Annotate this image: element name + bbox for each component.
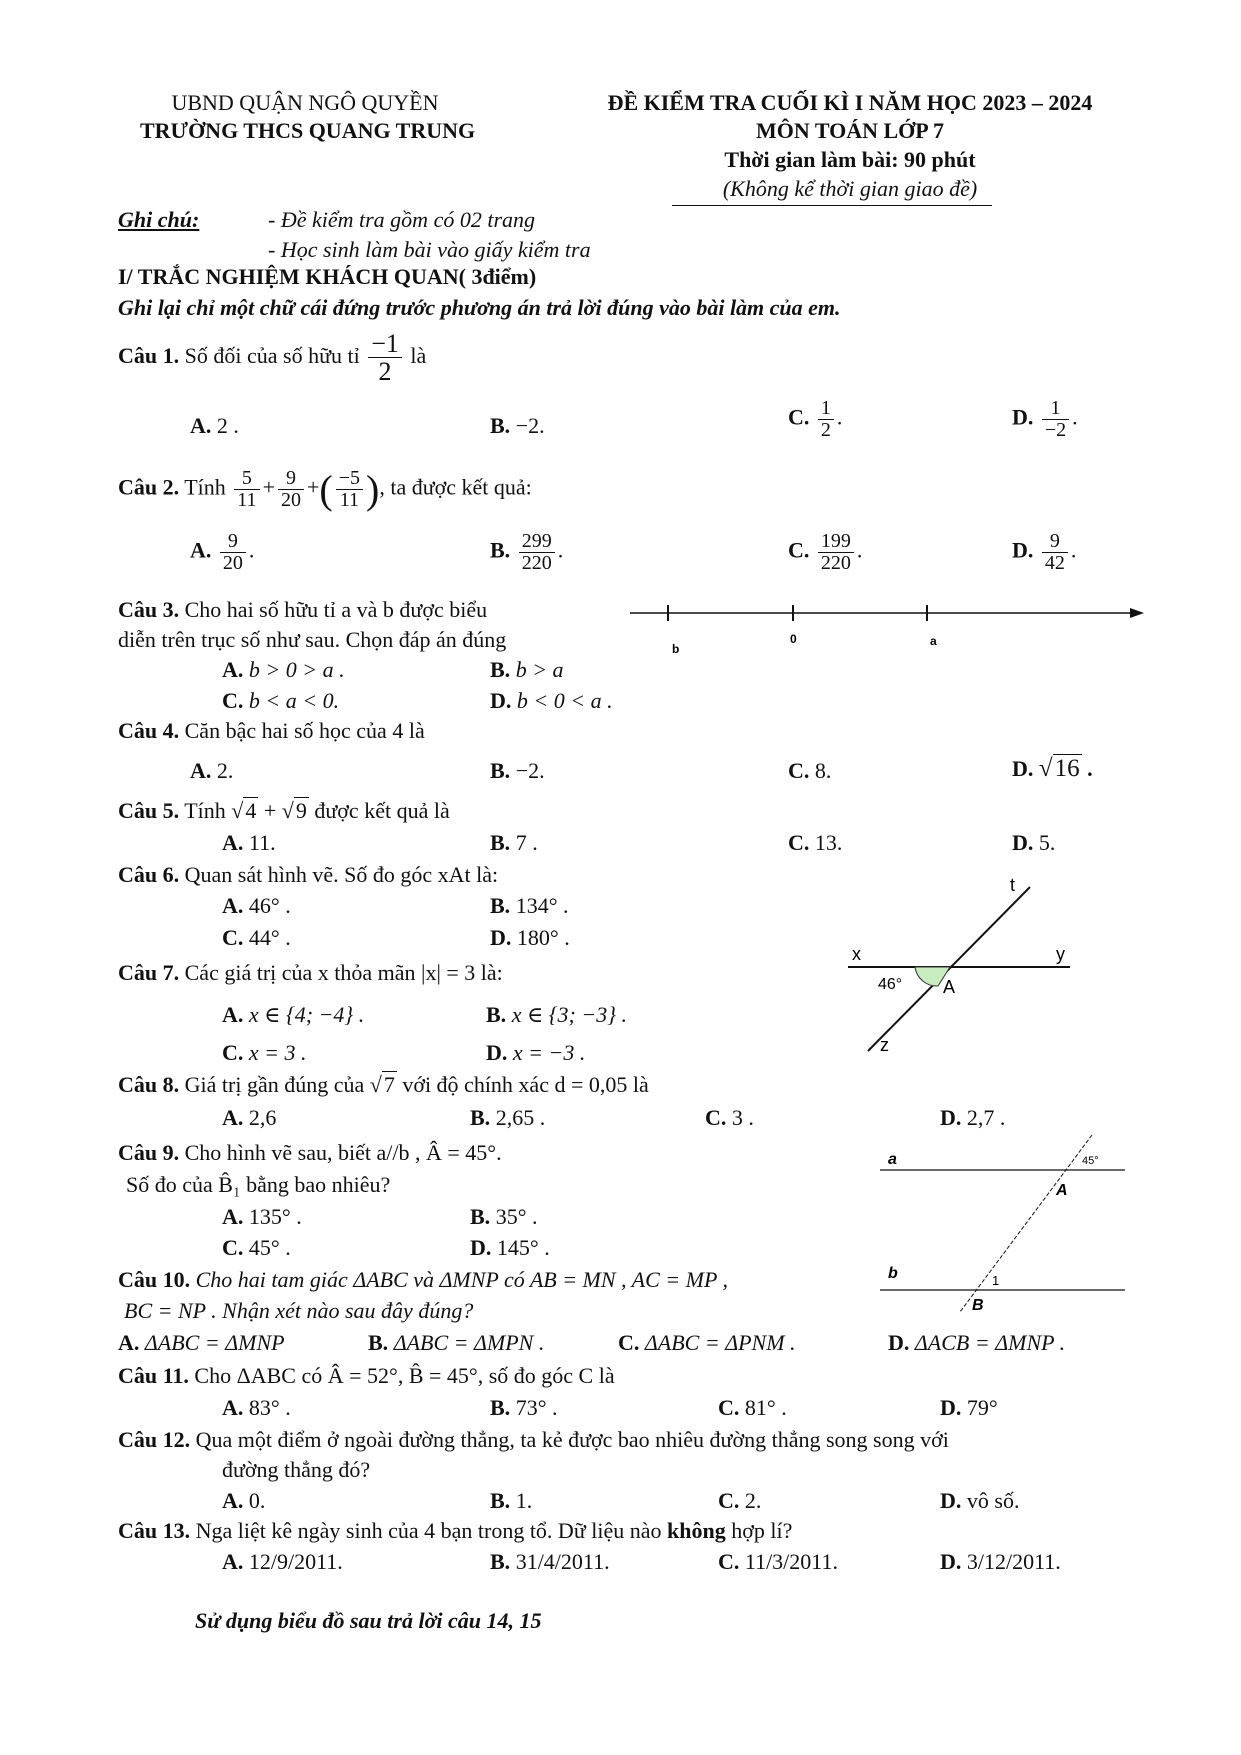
q10-option-a: A. ΔABC = ΔMNP bbox=[118, 1330, 285, 1355]
q2-option-a: A. $\frac{9}{20}$ . bbox=[190, 530, 255, 574]
q1-option-c: C. $\frac{1}{2}$ . bbox=[788, 397, 843, 441]
q7-option-b: B. x ∈ {3; −3} . bbox=[486, 1002, 628, 1027]
label-y: y bbox=[1056, 944, 1065, 964]
label-z: z bbox=[880, 1035, 889, 1055]
q10-option-b: B. ΔABC = ΔMPN . bbox=[368, 1330, 545, 1355]
question-12-line2: đường thẳng đó? bbox=[222, 1457, 371, 1482]
q2-option-b: B. $\frac{299}{220}$ . bbox=[490, 530, 564, 574]
q12-option-b: B. 1. bbox=[490, 1488, 533, 1513]
note-item-1: - Đề kiểm tra gồm có 02 trang bbox=[268, 207, 536, 232]
number-line-figure bbox=[630, 595, 1150, 655]
q3-option-b: B. b > a bbox=[490, 657, 564, 682]
frac-den: 2 bbox=[378, 357, 392, 387]
q5-option-b: B. 7 . bbox=[490, 830, 538, 855]
q4-option-d: D. √16 . bbox=[1012, 755, 1093, 782]
q6-option-b: B. 134° . bbox=[490, 893, 569, 918]
exam-duration-note: (Không kể thời gian giao đề) bbox=[722, 176, 978, 201]
q10-option-c: C. ΔABC = ΔPNM . bbox=[618, 1330, 796, 1355]
question-13: Câu 13. Nga liệt kê ngày sinh của 4 bạn trong tổ. Dữ liệu nào không hợp lí? bbox=[118, 1518, 793, 1543]
angle-figure-q6 bbox=[840, 875, 1080, 1070]
q11-option-d: D. 79° bbox=[940, 1395, 998, 1420]
notes-label: Ghi chú: bbox=[118, 207, 200, 232]
q5-option-a: A. 11. bbox=[222, 830, 276, 855]
exam-title: ĐỀ KIỂM TRA CUỐI KÌ I NĂM HỌC 2023 – 2024 bbox=[607, 90, 1093, 115]
header-rule bbox=[672, 205, 992, 206]
section-instruction: Ghi lại chỉ một chữ cái đứng trước phương án trả lời đúng vào bài làm của em. bbox=[118, 295, 841, 320]
exam-subject: MÔN TOÁN LỚP 7 bbox=[755, 118, 945, 143]
question-3-line2: diễn trên trục số như sau. Chọn đáp án đúng bbox=[118, 627, 507, 652]
q9-option-c: C. 45° . bbox=[222, 1235, 291, 1260]
label-B: B bbox=[972, 1297, 984, 1314]
q1-option-d: D. $\frac{1}{-2}$ . bbox=[1012, 397, 1078, 441]
question-8: Câu 8. Giá trị gần đúng của √7 với độ chính xác d = 0,05 là bbox=[118, 1072, 649, 1097]
label-1: 1 bbox=[992, 1273, 1000, 1288]
question-3: Câu 3. Cho hai số hữu tỉ a và b được biểu bbox=[118, 597, 488, 622]
q8-option-d: D. 2,7 . bbox=[940, 1105, 1006, 1130]
question-label: Câu 1. bbox=[118, 342, 180, 368]
parallel-lines-figure-q9 bbox=[880, 1130, 1130, 1320]
axis-label-a: a bbox=[930, 634, 937, 648]
question-1 bbox=[118, 330, 426, 386]
q12-option-d: D. vô số. bbox=[940, 1488, 1020, 1513]
q6-option-d: D. 180° . bbox=[490, 925, 570, 950]
q4-option-c: C. 8. bbox=[788, 758, 832, 783]
question-text: Số đối của số hữu tỉ bbox=[184, 342, 360, 368]
q13-option-a: A. 12/9/2011. bbox=[222, 1549, 343, 1574]
q13-option-c: C. 11/3/2011. bbox=[718, 1549, 838, 1574]
label-A: A bbox=[1056, 1182, 1068, 1199]
question-7: Câu 7. Các giá trị của x thỏa mãn |x| = 3 là: bbox=[118, 960, 503, 985]
q8-option-c: C. 3 . bbox=[705, 1105, 754, 1130]
label-b: b bbox=[888, 1265, 898, 1282]
q5-option-c: C. 13. bbox=[788, 830, 843, 855]
q2-option-d: D. $\frac{9}{42}$ . bbox=[1012, 530, 1077, 574]
question-11: Câu 11. Cho ΔABC có Â = 52°, B̂ = 45°, số đo góc C là bbox=[118, 1363, 615, 1388]
q6-option-c: C. 44° . bbox=[222, 925, 291, 950]
q2-option-c: C. $\frac{199}{220}$ . bbox=[788, 530, 863, 574]
frac-num: −1 bbox=[368, 330, 402, 358]
q13-option-d: D. 3/12/2011. bbox=[940, 1549, 1061, 1574]
q4-option-b: B. −2. bbox=[490, 758, 545, 783]
note-item-2: - Học sinh làm bài vào giấy kiểm tra bbox=[268, 237, 591, 262]
question-9: Câu 9. Cho hình vẽ sau, biết a//b , Â = 45°. bbox=[118, 1140, 502, 1165]
q1-option-a: A. 2 . bbox=[190, 413, 239, 438]
school-district: UBND QUẬN NGÔ QUYỀN bbox=[171, 90, 439, 115]
q3-option-c: C. b < a < 0. bbox=[222, 688, 340, 713]
label-45: 45° bbox=[1082, 1155, 1099, 1167]
question-10: Câu 10. Cho hai tam giác ΔABC và ΔMNP có AB = MN , AC = MP , bbox=[118, 1267, 728, 1292]
label-A: A bbox=[943, 977, 956, 997]
q12-option-a: A. 0. bbox=[222, 1488, 266, 1513]
q9-option-b: B. 35° . bbox=[470, 1204, 538, 1229]
section-title: I/ TRẮC NGHIỆM KHÁCH QUAN( 3điểm) bbox=[118, 264, 537, 289]
label-46: 46° bbox=[878, 976, 903, 993]
q9-option-a: A. 135° . bbox=[222, 1204, 302, 1229]
q7-option-c: C. x = 3 . bbox=[222, 1040, 307, 1065]
label-t: t bbox=[1010, 875, 1016, 895]
q1-option-b: B. −2. bbox=[490, 413, 545, 438]
q8-option-a: A. 2,6 bbox=[222, 1105, 277, 1130]
q12-option-c: C. 2. bbox=[718, 1488, 762, 1513]
question-2: Câu 2. Tính $\frac{5}{11}$ + $\frac{9}{20}$ +( $\frac{-5}{11}$ ), ta được kết quả: bbox=[118, 467, 532, 512]
q11-option-b: B. 73° . bbox=[490, 1395, 558, 1420]
q3-option-d: D. b < 0 < a . bbox=[490, 688, 613, 713]
q6-option-a: A. 46° . bbox=[222, 893, 291, 918]
question-9-line2: Số đo của B̂₁ bằng bao nhiêu? bbox=[126, 1172, 391, 1197]
q8-option-b: B. 2,65 . bbox=[470, 1105, 546, 1130]
label-x: x bbox=[852, 944, 861, 964]
exam-duration: Thời gian làm bài: 90 phút bbox=[724, 147, 976, 172]
q7-option-a: A. x ∈ {4; −4} . bbox=[222, 1002, 365, 1027]
question-5: Câu 5. Tính √4 + √9 được kết quả là bbox=[118, 798, 450, 823]
chart-usage-note: Sử dụng biểu đồ sau trả lời câu 14, 15 bbox=[195, 1608, 542, 1633]
q3-option-a: A. b > 0 > a . bbox=[222, 657, 345, 682]
q9-option-d: D. 145° . bbox=[470, 1235, 550, 1260]
question-6: Câu 6. Quan sát hình vẽ. Số đo góc xAt là: bbox=[118, 862, 499, 887]
q13-option-b: B. 31/4/2011. bbox=[490, 1549, 610, 1574]
q7-option-d: D. x = −3 . bbox=[486, 1040, 586, 1065]
question-tail: là bbox=[410, 342, 427, 368]
question-12: Câu 12. Qua một điểm ở ngoài đường thẳng, ta kẻ được bao nhiêu đường thẳng song song với bbox=[118, 1427, 949, 1452]
axis-label-0: 0 bbox=[790, 632, 797, 646]
q5-option-d: D. 5. bbox=[1012, 830, 1056, 855]
question-4: Câu 4. Căn bậc hai số học của 4 là bbox=[118, 718, 425, 743]
question-10-line2: BC = NP . Nhận xét nào sau đây đúng? bbox=[124, 1298, 474, 1323]
q11-option-c: C. 81° . bbox=[718, 1395, 787, 1420]
label-a: a bbox=[888, 1151, 897, 1168]
q11-option-a: A. 83° . bbox=[222, 1395, 291, 1420]
axis-label-b: b bbox=[672, 642, 680, 655]
school-name: TRƯỜNG THCS QUANG TRUNG bbox=[140, 118, 476, 143]
q4-option-a: A. 2. bbox=[190, 758, 234, 783]
q10-option-d: D. ΔACB = ΔMNP . bbox=[888, 1330, 1066, 1355]
